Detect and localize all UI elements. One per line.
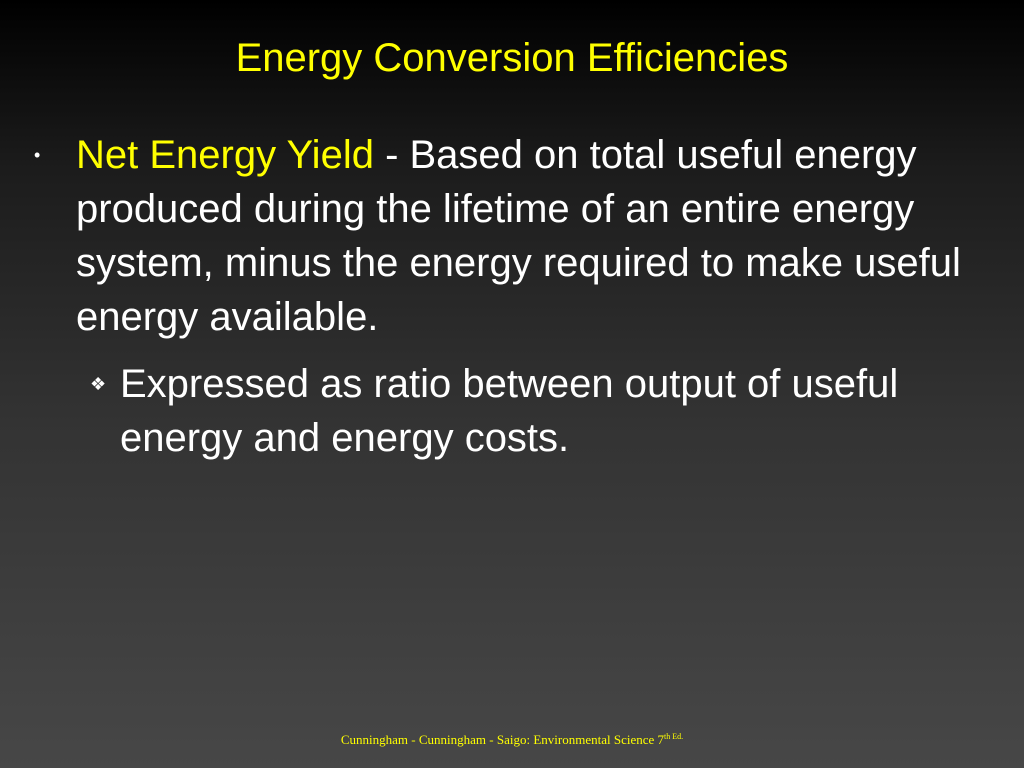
sub-bullet-text: Expressed as ratio between output of useful energy and energy costs. — [120, 362, 899, 460]
sub-bullet-item — [90, 357, 990, 465]
slide-title: Energy Conversion Efficiencies — [235, 36, 789, 80]
bullet-item — [34, 128, 994, 344]
bullet-term: Net Energy Yield — [76, 133, 374, 177]
bullet-dot-icon: • — [34, 145, 41, 165]
footer-superscript: th Ed. — [664, 732, 684, 741]
bullet-definition: - Based on total useful energy produced during the lifetime of an entire energy system, minus the energy required to make useful energy available. — [76, 133, 961, 339]
footer-text: Cunningham - Cunningham - Saigo: Environmental Science 7 — [340, 732, 665, 747]
bullet-text — [76, 128, 994, 344]
diamond-bullet-icon: ❖ — [90, 374, 107, 394]
slide-footer — [0, 730, 1024, 750]
